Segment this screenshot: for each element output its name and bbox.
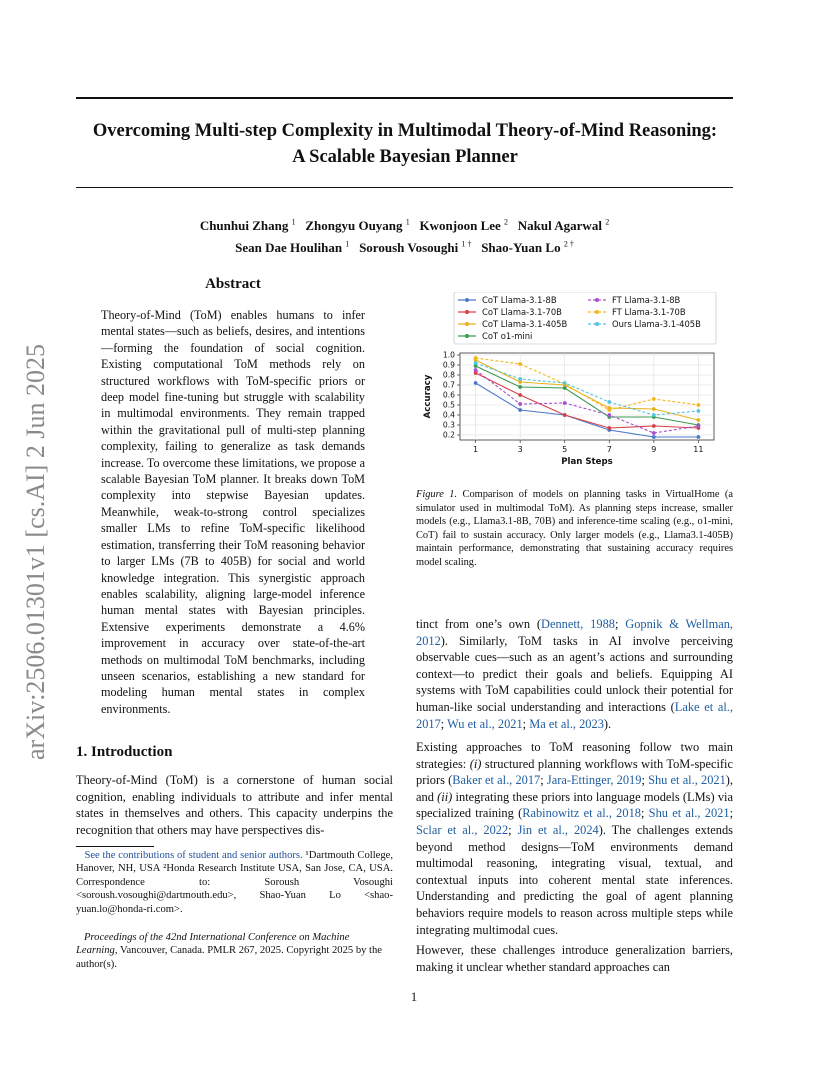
citation-link[interactable]: Jara-Ettinger, 2019 [546, 773, 642, 788]
proceedings-details: , Vancouver, Canada. PMLR 267, 2025. Copyright 2025 by the author(s). [76, 945, 382, 970]
data-point [607, 400, 611, 404]
figure-1-chart [420, 292, 720, 472]
data-point [652, 413, 656, 417]
citation-link[interactable]: Baker et al., 2017 [452, 773, 541, 788]
author: Nakul Agarwal $^2$ [517, 218, 610, 234]
paper-title [60, 118, 750, 170]
citation-link[interactable]: Shu et al., 2021 [648, 773, 726, 788]
arxiv-stamp: arXiv:2506.01301v1 [cs.AI] 2 Jun 2025 [21, 344, 50, 760]
figure-label: Figure 1. [416, 489, 458, 500]
title-bottom-rule [76, 187, 733, 188]
citation-link[interactable]: Dennett, 1988 [541, 617, 615, 631]
approaches-paragraph: Existing approaches to ToM reasoning follow two main strategies: (i) structured planning workflows with ToM-specific priors (Baker et al., 2017; Jara-Ettinger, 2019; Shu et al., 2021), and (ii) integrating these priors into language models (LMs) via specialized training (Rabinowitz et al., 2018; Shu et al., 2021; Sclar et al., 2022; Jin et al., 2024). The challenges extends beyond method designs—ToM environments demand multimodal reasoning, integrating visual, textual, and contextual inputs into coherent mental state inferences. Understanding and predicting the goal of agent planning behaviors require models to reason across multiple steps while integrating multimodal cues. [416, 740, 734, 937]
data-point [607, 413, 611, 417]
data-point [607, 408, 611, 412]
proceedings-note [76, 931, 393, 971]
data-point [697, 424, 701, 428]
data-point [697, 403, 701, 407]
data-point [652, 424, 656, 428]
data-point [474, 368, 478, 372]
author: Soroush Vosoughi $^{1 \dagger}$ [359, 239, 472, 255]
challenges-paragraph: However, these challenges introduce generalization barriers, making it unclear whether standard approaches can [416, 943, 733, 974]
data-point [563, 386, 567, 390]
author: Shao-Yuan Lo $^{2 \dagger}$ [481, 239, 574, 255]
figure-caption [416, 488, 733, 570]
x-tick-label: 11 [693, 445, 704, 454]
data-point [563, 381, 567, 385]
y-tick-label: 0.4 [442, 410, 455, 420]
data-point [563, 413, 567, 417]
data-point [518, 402, 522, 406]
author: Chunhui Zhang $^1$ [199, 218, 296, 234]
citation-link[interactable]: Jin et al., 2024 [517, 822, 599, 837]
title-line-1: Overcoming Multi-step Complexity in Multimodal Theory-of-Mind Reasoning: [92, 121, 718, 141]
authors-line-1 [76, 214, 733, 235]
data-point [697, 435, 701, 439]
data-point [518, 385, 522, 389]
legend-marker [465, 298, 469, 302]
legend-marker [595, 298, 599, 302]
data-point [652, 431, 656, 435]
citation-link[interactable]: Rabinowitz et al., 2018 [522, 806, 641, 821]
section-heading: 1. Introduction [76, 744, 173, 760]
citation-link[interactable]: Gopnik & Wellman, 2012 [416, 617, 734, 648]
data-point [607, 426, 611, 430]
data-point [518, 393, 522, 397]
data-point [518, 408, 522, 412]
intro-paragraph-continued: tinct from one’s own (Dennett, 1988; Gopnik & Wellman, 2012). Similarly, ToM tasks in AI involve perceiving observable cues—such as an agent’s actions and surrounding context—to predict their goals and beliefs. Equipping AI systems with ToM capabilities could unlock their potential for human-like social understanding and interactions (Lake et al., 2017; Wu et al., 2021; Ma et al., 2023). [416, 617, 734, 731]
page-number: 1 [410, 990, 418, 1004]
x-tick-label: 3 [517, 445, 523, 454]
authors-line-2 [76, 235, 733, 256]
y-tick-label: 0.3 [442, 420, 455, 430]
data-point [518, 377, 522, 381]
x-tick-label: 9 [651, 445, 657, 454]
chart-legend [454, 292, 716, 344]
legend-marker [465, 310, 469, 314]
data-point [474, 356, 478, 360]
x-axis-label: Plan Steps [561, 457, 613, 467]
top-rule [76, 97, 733, 99]
data-point [697, 418, 701, 422]
citation-link[interactable]: Lake et al., 2017 [416, 699, 733, 731]
legend-marker [595, 322, 599, 326]
citation-link[interactable]: Shu et al., 2021 [648, 806, 730, 821]
title-line-2: A Scalable Bayesian Planner [292, 147, 518, 167]
citation-link[interactable]: Wu et al., 2021 [447, 716, 523, 731]
legend-marker [465, 322, 469, 326]
affiliations-text: ¹Dartmouth College, Hanover, NH, USA ²Honda Research Institute USA, San Jose, CA, USA. Correspondence to: Soroush Vosoughi <soroush.vosoughi@dartmouth.edu>, Shao-Yuan Lo <shao-yuan.lo@honda-ri.com>. [76, 850, 393, 915]
data-point [518, 362, 522, 366]
citation-link[interactable]: Ma et al., 2023 [529, 716, 604, 731]
legend-label: FT Llama-3.1-70B [612, 307, 686, 317]
data-point [652, 435, 656, 439]
footnote-rule [76, 846, 154, 847]
y-tick-label: 0.9 [442, 360, 455, 370]
data-point [563, 401, 567, 405]
data-point [697, 409, 701, 413]
y-tick-label: 0.5 [442, 400, 455, 410]
data-point [474, 381, 478, 385]
abstract-body: Theory-of-Mind (ToM) enables humans to infer mental states—such as beliefs, desires, and intentions—forming the foundation of social cognition. Existing computational ToM methods rely on structured workflows with ToM-specific priors or deep model fine-tuning but struggle with scalability in multimodal environments. They remain trapped within the gravitational pull of multi-step planning complexity, failing to generalize as task demands increase. To overcome these limitations, we propose a scalable Bayesian ToM planner. It breaks down ToM complexity into stepwise Bayesian updates. Meanwhile, weak-to-strong control specializes smaller LMs to refine ToM-specific likelihood estimation, transferring their ToM reasoning behavior to larger LMs (7B to 405B) for social and world knowledge integration. This synergistic approach enables scalability, aligning large-model inference human mental states with Bayesian principles. Extensive experiments demonstrate a 4.6% improvement in accuracy over state-of-the-art methods on multimodal ToM benchmarks, including unseen scenarios, establishing a new standard for modeling human mental states in complex environments. [101, 308, 365, 716]
y-tick-label: 1.0 [442, 350, 455, 360]
legend-marker [595, 310, 599, 314]
y-tick-label: 0.8 [442, 370, 455, 380]
x-tick-label: 1 [473, 445, 479, 454]
legend-label: CoT o1-mini [482, 331, 533, 341]
legend-label: Ours Llama-3.1-405B [612, 319, 701, 329]
contributions-link[interactable]: See the contributions of student and senior authors. [84, 850, 303, 861]
figure-caption-text: Comparison of models on planning tasks in VirtualHome (a simulator used in multimodal ToM). As planning steps increase, smaller models (e.g., Llama3.1-8B, 70B) and inference-time scaling (e.g., o1-mini, CoT) fail to sustain accuracy. Only larger models (e.g., Llama3.1-405B) maintain performance, demonstrating that sustaining accuracy requires model scaling. [416, 489, 733, 568]
legend-label: FT Llama-3.1-8B [612, 295, 681, 305]
author: Kwonjoon Lee $^2$ [419, 218, 509, 234]
data-point [474, 361, 478, 365]
proceedings-venue: Proceedings of the 42nd International Conference on Machine Learning [76, 932, 350, 957]
legend-label: CoT Llama-3.1-8B [482, 295, 557, 305]
x-tick-label: 5 [562, 445, 568, 454]
author: Sean Dae Houlihan $^1$ [235, 239, 350, 255]
y-axis-label: Accuracy [423, 374, 433, 419]
abstract-heading: Abstract [205, 276, 261, 292]
footnote [76, 849, 393, 916]
y-tick-label: 0.7 [442, 380, 455, 390]
plot-area [423, 351, 714, 467]
citation-link[interactable]: Sclar et al., 2022 [416, 822, 509, 837]
legend-label: CoT Llama-3.1-70B [482, 307, 562, 317]
data-point [652, 397, 656, 401]
data-point [652, 407, 656, 411]
intro-paragraph: Theory-of-Mind (ToM) is a cornerstone of human social cognition, enabling individuals to attribute and infer mental states in themselves and others. This capacity underpins the recognition that others may have perspectives dis- [76, 773, 393, 837]
author: Zhongyu Ouyang $^1$ [305, 218, 410, 234]
legend-label: CoT Llama-3.1-405B [482, 319, 568, 329]
legend-marker [465, 334, 469, 338]
author-list [76, 214, 733, 257]
y-tick-label: 0.6 [442, 390, 455, 400]
y-tick-label: 0.2 [442, 430, 455, 440]
x-tick-label: 7 [606, 445, 612, 454]
